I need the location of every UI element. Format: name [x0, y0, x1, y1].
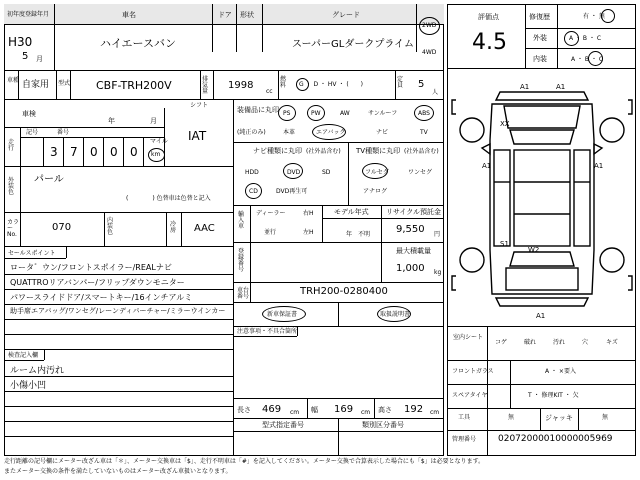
class-label: 類別区分番号 [362, 421, 404, 429]
equip-abs: ABS [418, 110, 430, 117]
use-label: 自家用 [22, 80, 50, 90]
mileage-digit-cell [104, 137, 124, 166]
divider [4, 360, 44, 361]
equipment-label: 装備品に丸印 [237, 106, 279, 114]
front-bumper [496, 92, 588, 100]
equip-ps: PS [283, 110, 291, 117]
divider [4, 289, 233, 290]
seat-label: 室内シート [453, 334, 484, 341]
divider [578, 408, 579, 430]
model-year-value: 年 不明 [346, 231, 371, 238]
model-code: CBF-TRH200V [96, 79, 172, 92]
equip-tv: TV [420, 129, 428, 136]
divider [70, 70, 71, 99]
manual-cert: 取扱説明書 [380, 311, 411, 318]
ac-value: AAC [194, 223, 215, 234]
height-label: 高さ [378, 406, 392, 414]
max-load-unit: kg [434, 269, 442, 276]
divider [525, 4, 526, 68]
divider [166, 212, 167, 246]
interior-color-label: 内装色 [107, 217, 114, 236]
tv-analog: アナログ [363, 188, 388, 195]
ac-label: 冷房 [170, 221, 177, 234]
diag-xx: XX [500, 120, 510, 128]
divider [4, 246, 233, 247]
left-side [494, 150, 510, 246]
inspection-label: 車検 [22, 110, 36, 118]
repair-options: 有 ・ 無 [583, 13, 605, 20]
divider [20, 212, 21, 246]
width-value: 169 [334, 404, 354, 415]
mileage-digit-cell [84, 137, 104, 166]
sales-points-label: セールスポイント [8, 250, 56, 257]
diag-w2: W2 [528, 246, 540, 254]
color-value: パール [34, 174, 64, 185]
divider [447, 430, 636, 431]
divider [4, 166, 233, 167]
equip-leather: 本革 [283, 129, 296, 136]
divider [374, 398, 375, 418]
divider [236, 4, 237, 52]
divider [338, 302, 339, 326]
frame-value: TRH200-0280400 [300, 286, 388, 297]
frame-label: 車台番号 [237, 287, 250, 300]
diag-a1-bottom: A1 [536, 312, 546, 320]
right-side [574, 150, 590, 246]
mileage-digit: 0 [110, 145, 118, 159]
bracket [628, 100, 632, 114]
navi-dvd: DVD [287, 169, 301, 176]
tv-label: TV種類に丸印 [356, 147, 401, 155]
model-label: 型式 [58, 80, 71, 87]
drive-alt: 4WD [422, 49, 437, 56]
tv-sub: (社外品含む) [404, 148, 439, 155]
displacement: 1998 [228, 80, 254, 91]
divider [44, 349, 45, 360]
reg-month: 5 [22, 51, 29, 62]
seat-yabure: 破れ [524, 339, 537, 346]
import-right: 右H [303, 210, 314, 217]
no-label: 番号 [57, 129, 70, 136]
drive: 2WD [422, 22, 437, 29]
divider [4, 24, 444, 25]
divider [540, 408, 541, 430]
divider [338, 418, 339, 456]
wheel-rear-left [460, 248, 484, 272]
car-damage-diagram [448, 70, 636, 326]
width-label: 幅 [311, 406, 318, 414]
seat-kizu: キズ [606, 339, 618, 346]
management-value: 02072000010000005969 [498, 434, 613, 444]
sales-line-2: QUATTROリアバンパー/フリップダウンモニター [10, 278, 185, 287]
divider [348, 142, 349, 205]
car-name: ハイエースバン [100, 37, 177, 50]
hood [504, 106, 580, 128]
seat-ana: 穴 [582, 339, 589, 346]
height-value: 192 [404, 404, 424, 415]
roof [514, 150, 570, 246]
divider [233, 142, 444, 143]
divider [322, 205, 323, 242]
divider [4, 406, 233, 407]
divider [297, 326, 298, 336]
divider [4, 376, 233, 377]
diag-a1-top2: A1 [556, 83, 566, 91]
divider [233, 242, 444, 243]
recycle-value: 9,550 [396, 224, 425, 235]
rear-window [510, 252, 574, 266]
sales-line-3: パワースライドドア/スマートキー/16インチアルミ [10, 293, 193, 302]
diag-a1-left: A1 [482, 162, 492, 170]
windshield-value: A ・ ×要入 [545, 368, 576, 375]
mileage-digit-cell [44, 137, 64, 166]
ki-label: 記号 [26, 129, 39, 136]
divider [447, 326, 636, 327]
inspection-year: 年 [108, 117, 115, 125]
divider [447, 360, 636, 361]
divider [4, 349, 233, 350]
new-cert: 新車保証書 [267, 311, 298, 318]
mileage-digit-cell [24, 137, 44, 166]
divider [20, 127, 21, 166]
divider [233, 398, 444, 399]
divider [104, 212, 105, 246]
length-value: 469 [262, 404, 282, 415]
equip-pw: PW [311, 110, 321, 117]
mirror-right [594, 144, 602, 154]
mileage-digit: 0 [90, 145, 98, 159]
divider [181, 212, 182, 246]
divider [307, 398, 308, 418]
import-label: 輸入車 [238, 211, 245, 230]
interior-label: 内装 [533, 55, 547, 63]
footer-line-2: またメーター交換の条件を満たしていないものはメーター改ざん車扱いとなります。 [4, 468, 232, 475]
mileage-digit-cell [124, 137, 144, 166]
mileage-digit-cell [64, 137, 84, 166]
color-note: ( ) 色替車は色替と記入 [126, 195, 211, 202]
color-label: 外装色 [8, 177, 15, 196]
sales-line-1: ロータ゛ウン/フロントスポイラー/REALナビ [10, 263, 172, 272]
rear-door [506, 268, 578, 290]
divider [250, 205, 251, 242]
length-label: 長さ [237, 406, 251, 414]
cc-unit: cc [266, 88, 273, 95]
seat-yogore: 汚れ [553, 339, 566, 346]
shift-label: シフト [190, 102, 209, 109]
car-type-label: 車種 [7, 77, 20, 84]
width-unit: cm [361, 409, 371, 416]
management-label: 管理番号 [452, 436, 477, 443]
divider [213, 70, 214, 99]
month-unit: 月 [36, 55, 43, 63]
km-label: km [151, 151, 161, 158]
divider [4, 319, 233, 320]
divider [4, 436, 233, 437]
divider [233, 282, 444, 283]
seat-koge: コゲ [495, 339, 508, 346]
equipment-sub: (純正のみ) [237, 129, 266, 136]
capacity-label: 定員 [397, 76, 404, 89]
divider [4, 304, 233, 305]
bracket [452, 276, 456, 290]
plate-label: 登録番号 [238, 248, 245, 273]
exterior-label: 外装 [533, 34, 547, 42]
divider [262, 4, 263, 52]
divider [510, 360, 511, 384]
divider [278, 70, 279, 99]
divider [4, 391, 233, 392]
shift-value: IAT [188, 129, 207, 143]
diag-s1: S1 [500, 240, 509, 248]
tools-value: 無 [508, 414, 515, 421]
wheel-rear-right [600, 248, 624, 272]
max-load-label: 最大積載量 [396, 247, 431, 255]
divider [487, 326, 488, 456]
displacement-label: 排気量 [202, 76, 209, 95]
equip-navi: ナビ [376, 129, 389, 136]
grade: スーパーGLダークプライム [292, 39, 415, 50]
divider [525, 48, 636, 49]
divider [54, 4, 55, 70]
divider [250, 242, 251, 282]
diag-a1-right: A1 [594, 162, 604, 170]
divider [233, 99, 234, 456]
divider [525, 28, 636, 29]
divider [381, 242, 382, 282]
recycle-unit: 円 [434, 231, 441, 238]
interior-options: A ・ B ・ C [571, 56, 604, 63]
wheel-front-right [600, 118, 624, 142]
divider [212, 4, 213, 52]
max-load-value: 1,000 [396, 263, 425, 274]
divider [66, 246, 67, 258]
divider [4, 99, 444, 100]
divider [18, 70, 19, 99]
mirror-left [482, 144, 490, 154]
mileage-digit: 7 [70, 145, 78, 159]
windshield-label: フロントガラス [452, 368, 494, 375]
divider [557, 4, 558, 68]
inspector-line-2: 小傷小凹 [10, 381, 47, 391]
equip-sunroof: サンルーフ [368, 110, 398, 117]
car-name-label: 車名 [122, 11, 136, 19]
divider [322, 218, 444, 219]
divider [4, 421, 233, 422]
length-unit: cm [290, 409, 300, 416]
exterior-options: A ・ B ・ C [569, 35, 602, 42]
score-value: 4.5 [472, 30, 507, 55]
navi-sub: (社外品含む) [306, 148, 341, 155]
divider [447, 68, 636, 69]
tools-label: 工具 [458, 414, 471, 421]
door-label: ドア [218, 11, 232, 19]
navi-sd: SD [322, 169, 331, 176]
jack-label: ジャッキ [545, 414, 573, 422]
navi-cd: CD [249, 188, 258, 195]
model-year-label: モデル年式 [334, 208, 369, 216]
type-desig-label: 型式指定番号 [262, 421, 304, 429]
divider [250, 282, 251, 302]
jack-value: 無 [602, 414, 609, 421]
divider [56, 70, 57, 99]
divider [20, 166, 21, 212]
reg-era-year: H30 [8, 35, 33, 49]
navi-hdd: HDD [245, 169, 259, 176]
tv-oneseg: ワンセグ [408, 169, 433, 176]
divider [416, 4, 417, 52]
divider [447, 384, 636, 385]
divider [233, 326, 444, 327]
capacity: 5 [418, 79, 425, 90]
mileage-digit: 3 [50, 145, 58, 159]
navi-label: ナビ種類に丸印 [253, 147, 302, 155]
import-dealer: ディーラー [256, 210, 286, 217]
sales-line-4: 助手席エアバッグ/ワンセグ/レーンディパーチャー/ミラーウインカー [10, 307, 226, 315]
inspector-label: 検査記入欄 [8, 352, 39, 359]
divider [381, 205, 382, 242]
equip-aw: AW [340, 110, 350, 117]
divider [4, 127, 164, 128]
caution-label: 注意事項・不具合箇所 [237, 328, 298, 335]
import-left: 左H [303, 229, 314, 236]
divider [4, 274, 233, 275]
divider [233, 205, 444, 206]
divider [4, 258, 66, 259]
divider [233, 431, 444, 432]
equip-airbag: エアバック [316, 129, 346, 136]
mile-label: マイル [150, 138, 168, 145]
repair-label: 修復歴 [529, 13, 550, 21]
reg-year-label: 初年度登録年月 [7, 11, 50, 18]
divider [447, 408, 636, 409]
divider [510, 384, 511, 408]
import-parallel: 並行 [264, 229, 277, 236]
bracket [452, 100, 456, 114]
divider [4, 334, 233, 335]
grade-label: グレード [332, 11, 360, 19]
tv-fullseg: フルセグ [365, 169, 389, 176]
fuel-options: G ・ D ・ HV ・ ( ) [299, 81, 364, 88]
color-no-label: カラーNo. [7, 219, 20, 238]
height-unit: cm [430, 409, 440, 416]
color-no-value: 070 [52, 222, 72, 233]
divider [4, 212, 233, 213]
rear-bumper [496, 298, 588, 306]
mileage-label: 走行 [8, 139, 15, 152]
inspection-month: 月 [150, 117, 157, 125]
divider [487, 408, 488, 430]
divider [233, 336, 297, 337]
windshield [510, 130, 574, 144]
navi-dvd-play: DVD再生可 [276, 188, 308, 195]
inspector-line-1: ルーム内汚れ [10, 366, 65, 376]
divider [395, 70, 396, 99]
divider [200, 70, 201, 99]
shape-label: 形状 [240, 11, 254, 19]
person-unit: 人 [432, 89, 439, 96]
wheel-front-left [460, 118, 484, 142]
spare-value: T ・ 修理KIT ・ 欠 [528, 392, 579, 399]
footer-line-1: 走行距離の記号欄にメーター改ざん車は「＊」、メーター交換車は「$」、走行不明車は「#」を記入してください。メーター交換で合算表示した場合にも「$」は必要となります。 [4, 458, 485, 465]
mileage-digit: 0 [130, 145, 138, 159]
bracket [628, 276, 632, 290]
diag-a1-top: A1 [520, 83, 530, 91]
score-label: 評価点 [478, 13, 499, 21]
spare-label: スペアタイヤ [452, 392, 488, 399]
fuel-label: 燃料 [280, 76, 287, 89]
recycle-label: リサイクル預託金 [386, 208, 442, 216]
